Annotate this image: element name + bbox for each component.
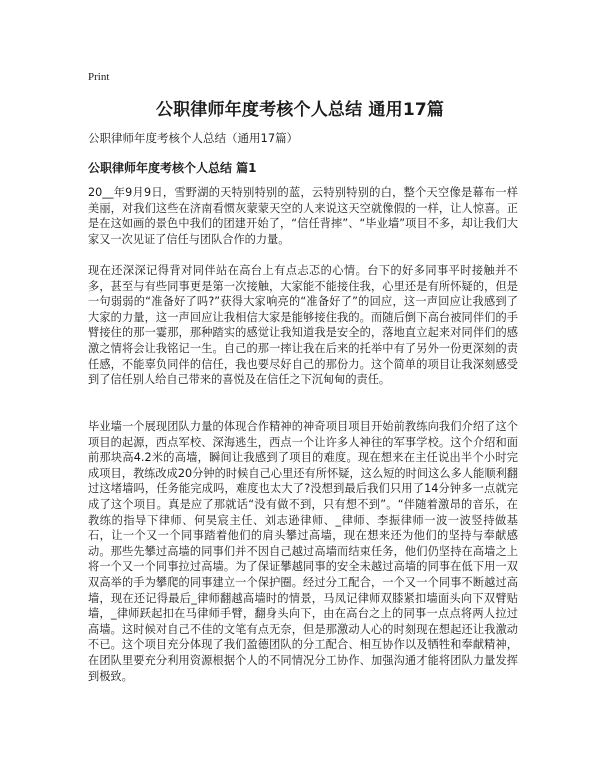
section-heading: 公职律师年度考核个人总结 篇1: [88, 161, 257, 175]
paragraph-3: 毕业墙一个展现团队力量的体现合作精神的神奇项目项目开始前教练向我们介绍了这个项目的起源，西点军校、深海逃生，西点一个让许多人神往的军事学校。这个介绍和面前那块高4.2米的高墙，瞬间让我感到了项目的难度。现在想来在主任说出半个小时完成项目，教练改成20分钟的时候自己心里还有所怀疑，这么短的时间这么多人能顺利翻过这堵墙吗，任务能完成吗，难度也太大了?没想到最后我们只用了14分钟多一点就完成了这个项目。真是应了那就话“没有做不到，只有想不到”。“伴随着激昂的音乐，在教练的指导下律师、何昊宸主任、刘志逊律师、_律师、李振律师一波一波竖持做基石，让一个又一个同事踏着他们的肩头攀过高墙，现在想来还为他们的坚持与奉献感动。那些先攀过高墙的同事们并不因自己越过高墙而结束任务，他们仍坚持在高墙之上将一个又一个同事拉过高墙。为了保证攀越同事的安全未越过高墙的同事在低下用一双双高举的手为攀爬的同事建立一个保护圈。经过分工配合，一个又一个同事不断越过高墙，现在还记得最后_律师翻越高墙时的情景，马凤记律师双膝紧扣墙面头向下双臂贴墙，_律师跃起扣在马律师手臂，翻身头向下，由在高台之上的同事一点点将两人拉过高墙。这时候对自己不佳的文笔有点无奈，但是那激动人心的时刻现在想起还让我激动不已。这个项目充分体现了我们盈德团队的分工配合、相互协作以及牺牲和奉献精神，在团队里要充分利用资源根据个人的不同情况分工协作、加强沟通才能将团队力量发挥到极致。: [88, 420, 518, 683]
page-title: 公职律师年度考核个人总结 通用17篇: [155, 100, 445, 120]
paragraph-2: 现在还深深记得背对同伴站在高台上有点忐忑的心情。台下的好多同事平时接触并不多，甚至与有些同事更是第一次接触，大家能不能接住我，心里还是有所怀疑的，但是一句弱弱的“准备好了吗?”获得大家响亮的“准备好了”的回应，这一声回应让我感到了大家的力量，这一声回应让我相信大家是能够接住我的。而随后倒下高台被同伴们的手臂接住的那一霎那，那种踏实的感觉让我知道我是安全的，落地直立起来对同伴们的感激之情将会让我铭记一生。自己的那一摔让我在后来的托举中有了另外一份更深刻的责任感，不能辜负同伴的信任，我也要尽好自己的那份力。这个简单的项目让我深刻感受到了信任别人给自己带来的喜悦及在信任之下沉甸甸的责任。: [88, 264, 518, 387]
paragraph-1: 20__年9月9日，雪野湖的天特别特别的蓝，云特别特别的白，整个天空像是幕布一样美丽，对我们这些在济南看惯灰蒙蒙天空的人来说这天空就像假的一样，让人惊喜。正是在这如画的景色中我们的团建开始了，“信任背摔”、“毕业墙”项目不多，却让我们大家又一次见证了信任与团队合作的力量。: [88, 186, 518, 246]
print-link[interactable]: Print: [88, 71, 110, 83]
document-subtitle: 公职律师年度考核个人总结（通用17篇）: [88, 131, 299, 145]
